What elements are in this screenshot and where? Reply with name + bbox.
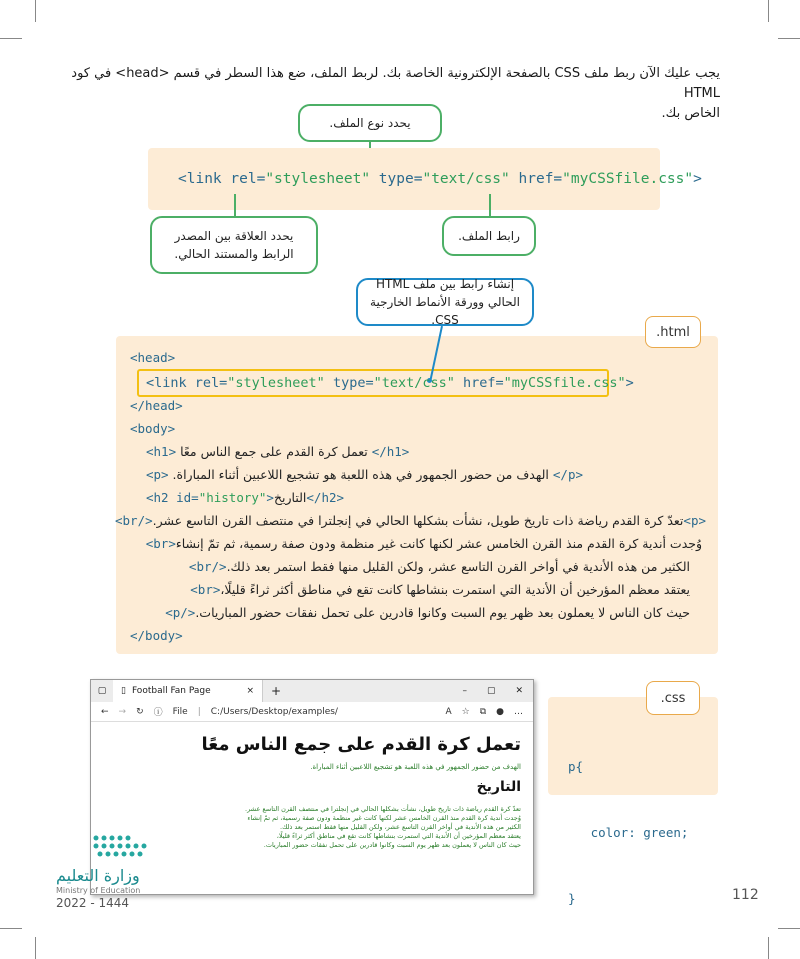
url-field[interactable]: C:/Users/Desktop/examples/ — [210, 706, 338, 717]
browser-titlebar — [91, 680, 533, 702]
code-tag: > — [266, 490, 274, 505]
code-attr: id= — [168, 490, 199, 505]
code-tag: <h1> — [146, 444, 177, 459]
code-line — [130, 418, 175, 440]
code-tag: > — [625, 375, 634, 391]
code-text: وُجدت أندية كرة القدم منذ القرن الخامس عشر لكنها كانت غير منظمة ودون صفة رسمية، ثم تمّ إنشاء — [175, 536, 706, 551]
connector-line — [489, 194, 491, 216]
css-file-label-text: .css — [660, 690, 686, 706]
code-line — [130, 347, 175, 369]
new-tab-button[interactable]: + — [271, 684, 282, 698]
rendered-p1: الهدف من حضور الجمهور في هذه اللعبة هو تشجيع اللاعبين أثناء المباراة. — [310, 763, 521, 771]
browser-tab[interactable] — [113, 680, 263, 702]
code-text: تعمل كرة القدم على جمع الناس معًا — [176, 444, 372, 459]
code-tag: <link — [146, 375, 187, 391]
code-tag: </br> — [188, 559, 227, 574]
code-tag: </p> — [165, 605, 196, 620]
code-attr: rel= — [221, 171, 266, 187]
info-icon: ⓘ — [153, 708, 163, 718]
crop-mark — [768, 937, 769, 959]
html-file-label — [645, 316, 701, 348]
code-attr: rel= — [186, 375, 228, 391]
css-code-line: color: green; — [568, 825, 689, 840]
code-attr: type= — [324, 375, 374, 391]
callout-link-html-css-text: إنشاء رابط بين ملف HTML الحالي وورقة الأنماط الخارجية CSS. — [370, 277, 520, 327]
year-label: 2022 - 1444 — [56, 896, 130, 910]
code-line — [130, 395, 183, 417]
back-icon[interactable]: ← — [101, 706, 109, 717]
code-line — [115, 510, 706, 532]
file-label: File — [172, 706, 188, 717]
code-tag: > — [693, 171, 702, 187]
code-tag: <head> — [130, 350, 176, 365]
code-string: "myCSSfile.css" — [503, 375, 626, 391]
crop-mark — [778, 38, 800, 39]
callout-relation-text: يحدد العلاقة بين المصدر الرابط والمستند الحالي. — [174, 229, 294, 261]
minimize-icon[interactable]: – — [462, 686, 467, 696]
callout-relation — [150, 216, 318, 274]
code-text: تعدّ كرة القدم رياضة ذات تاريخ طويل، نشأت بشكلها الحالي في إنجلترا في منتصف القرن التاسع عشر. — [152, 513, 684, 528]
code-tag: <h2 — [146, 490, 169, 505]
code-text: الهدف من حضور الجمهور في هذه اللعبة هو تشجيع اللاعبين أثناء المباراة. — [168, 467, 553, 482]
code-line — [146, 602, 690, 624]
intro-line-1: يجب عليك الآن ربط ملف CSS بالصفحة الإلكترونية الخاصة بك. لربط الملف، ضع هذا السطر في قسم <head> في كود HTML — [71, 66, 720, 101]
url-separator: | — [197, 706, 201, 717]
crop-mark — [0, 928, 22, 929]
css-code-line: } — [568, 891, 576, 906]
rendered-p2-line: الكثير من هذه الأندية في أواخر القرن التاسع عشر، ولكن القليل منها فقط استمر بعد ذلك. — [280, 823, 521, 831]
code-string: "stylesheet" — [227, 375, 325, 391]
page-icon: ▯ — [121, 686, 126, 696]
code-tag: <body> — [130, 421, 176, 436]
code-line — [146, 556, 690, 578]
code-string: "history" — [198, 490, 267, 505]
code-tag: <br> — [190, 582, 221, 597]
code-string: "stylesheet" — [265, 171, 371, 187]
intro-line-2: الخاص بك. — [661, 106, 720, 121]
callout-file-link — [442, 216, 536, 256]
tab-title: Football Fan Page — [131, 686, 211, 696]
rendered-h2: التاريخ — [476, 779, 521, 795]
html-file-label-text: .html — [656, 324, 690, 340]
favorite-icon[interactable]: ☆ — [461, 706, 470, 717]
code-line — [146, 487, 344, 509]
callout-file-type — [298, 104, 442, 142]
code-tag: </h1> — [371, 444, 410, 459]
tab-actions-icon[interactable]: ▢ — [97, 686, 107, 696]
crop-mark — [768, 0, 769, 22]
callout-link-html-css — [356, 278, 534, 326]
code-text: الكثير من هذه الأندية في أواخر القرن التاسع عشر، ولكن القليل منها فقط استمر بعد ذلك. — [226, 559, 690, 574]
maximize-icon[interactable]: ▢ — [486, 686, 496, 696]
rendered-p2-line: وُجدت أندية كرة القدم منذ القرن الخامس عشر لكنها كانت غير منظمة ودون صفة رسمية، ثم تمّ إنشاء — [247, 814, 521, 822]
ministry-name-en: Ministry of Education — [56, 886, 141, 895]
code-attr: href= — [454, 375, 504, 391]
connector-line — [234, 194, 236, 216]
code-tag: </h2> — [306, 490, 345, 505]
more-icon[interactable]: … — [514, 706, 523, 717]
callout-file-link-text: رابط الملف. — [458, 229, 520, 243]
css-code — [568, 712, 688, 932]
crop-mark — [778, 928, 800, 929]
refresh-icon[interactable]: ↻ — [136, 706, 144, 717]
profile-icon[interactable]: ● — [496, 706, 504, 717]
code-text: حيث كان الناس لا يعملون بعد ظهر يوم السبت وكانوا قادرين على تحمل نفقات حضور المباريات. — [195, 605, 690, 620]
crop-mark — [35, 0, 36, 22]
code-line — [146, 579, 690, 601]
page-number: 112 — [732, 887, 759, 903]
code-tag: </p> — [552, 467, 583, 482]
code-attr: type= — [370, 171, 423, 187]
code-tag: </body> — [130, 628, 183, 643]
crop-mark — [35, 937, 36, 959]
callout-file-type-text: يحدد نوع الملف. — [329, 116, 411, 130]
css-code-line: p{ — [568, 759, 584, 774]
ministry-name-ar: وزارة التعليم — [56, 866, 140, 885]
rendered-h1: تعمل كرة القدم على جمع الناس معًا — [201, 734, 521, 755]
rendered-p2-line: تعدّ كرة القدم رياضة ذات تاريخ طويل، نشأت بشكلها الحالي في إنجلترا في منتصف القرن التاسع عشر. — [245, 805, 521, 813]
css-file-label — [646, 681, 700, 715]
address-bar — [91, 702, 533, 722]
crop-mark — [0, 38, 22, 39]
code-tag: </br> — [115, 513, 153, 528]
code-tag: <link — [178, 171, 222, 187]
code-tag: <p> — [146, 467, 169, 482]
code-tag: <p> — [683, 513, 706, 528]
code-string: "text/css" — [373, 375, 455, 391]
code-line — [146, 372, 634, 394]
code-attr: href= — [509, 171, 563, 187]
code-line — [146, 441, 409, 463]
read-aloud-icon[interactable]: A — [445, 706, 452, 717]
code-string: "myCSSfile.css" — [562, 171, 694, 187]
rendered-p2-line: يعتقد معظم المؤرخين أن الأندية التي استمرت بنشاطها كانت تقع في مناطق أكثر ثراءً قليلًا، — [276, 832, 521, 840]
code-text: يعتقد معظم المؤرخين أن الأندية التي استمرت بنشاطها كانت تقع في مناطق أكثر ثراءً قليلًا، — [220, 582, 690, 597]
close-window-icon[interactable]: ✕ — [515, 686, 523, 696]
collections-icon[interactable]: ⧉ — [479, 706, 487, 717]
code-line-link — [178, 171, 702, 187]
code-text: التاريخ — [273, 490, 307, 505]
code-line — [146, 464, 583, 486]
close-tab-icon[interactable]: × — [246, 686, 254, 696]
code-string: "text/css" — [422, 171, 510, 187]
rendered-p2-line: حيث كان الناس لا يعملون بعد ظهر يوم السبت وكانوا قادرين على تحمل نفقات حضور المباريات. — [263, 841, 521, 849]
code-tag: <br> — [145, 536, 176, 551]
forward-icon[interactable]: → — [118, 706, 127, 717]
code-line — [130, 625, 183, 647]
code-line — [146, 533, 706, 555]
code-tag: </head> — [130, 398, 183, 413]
